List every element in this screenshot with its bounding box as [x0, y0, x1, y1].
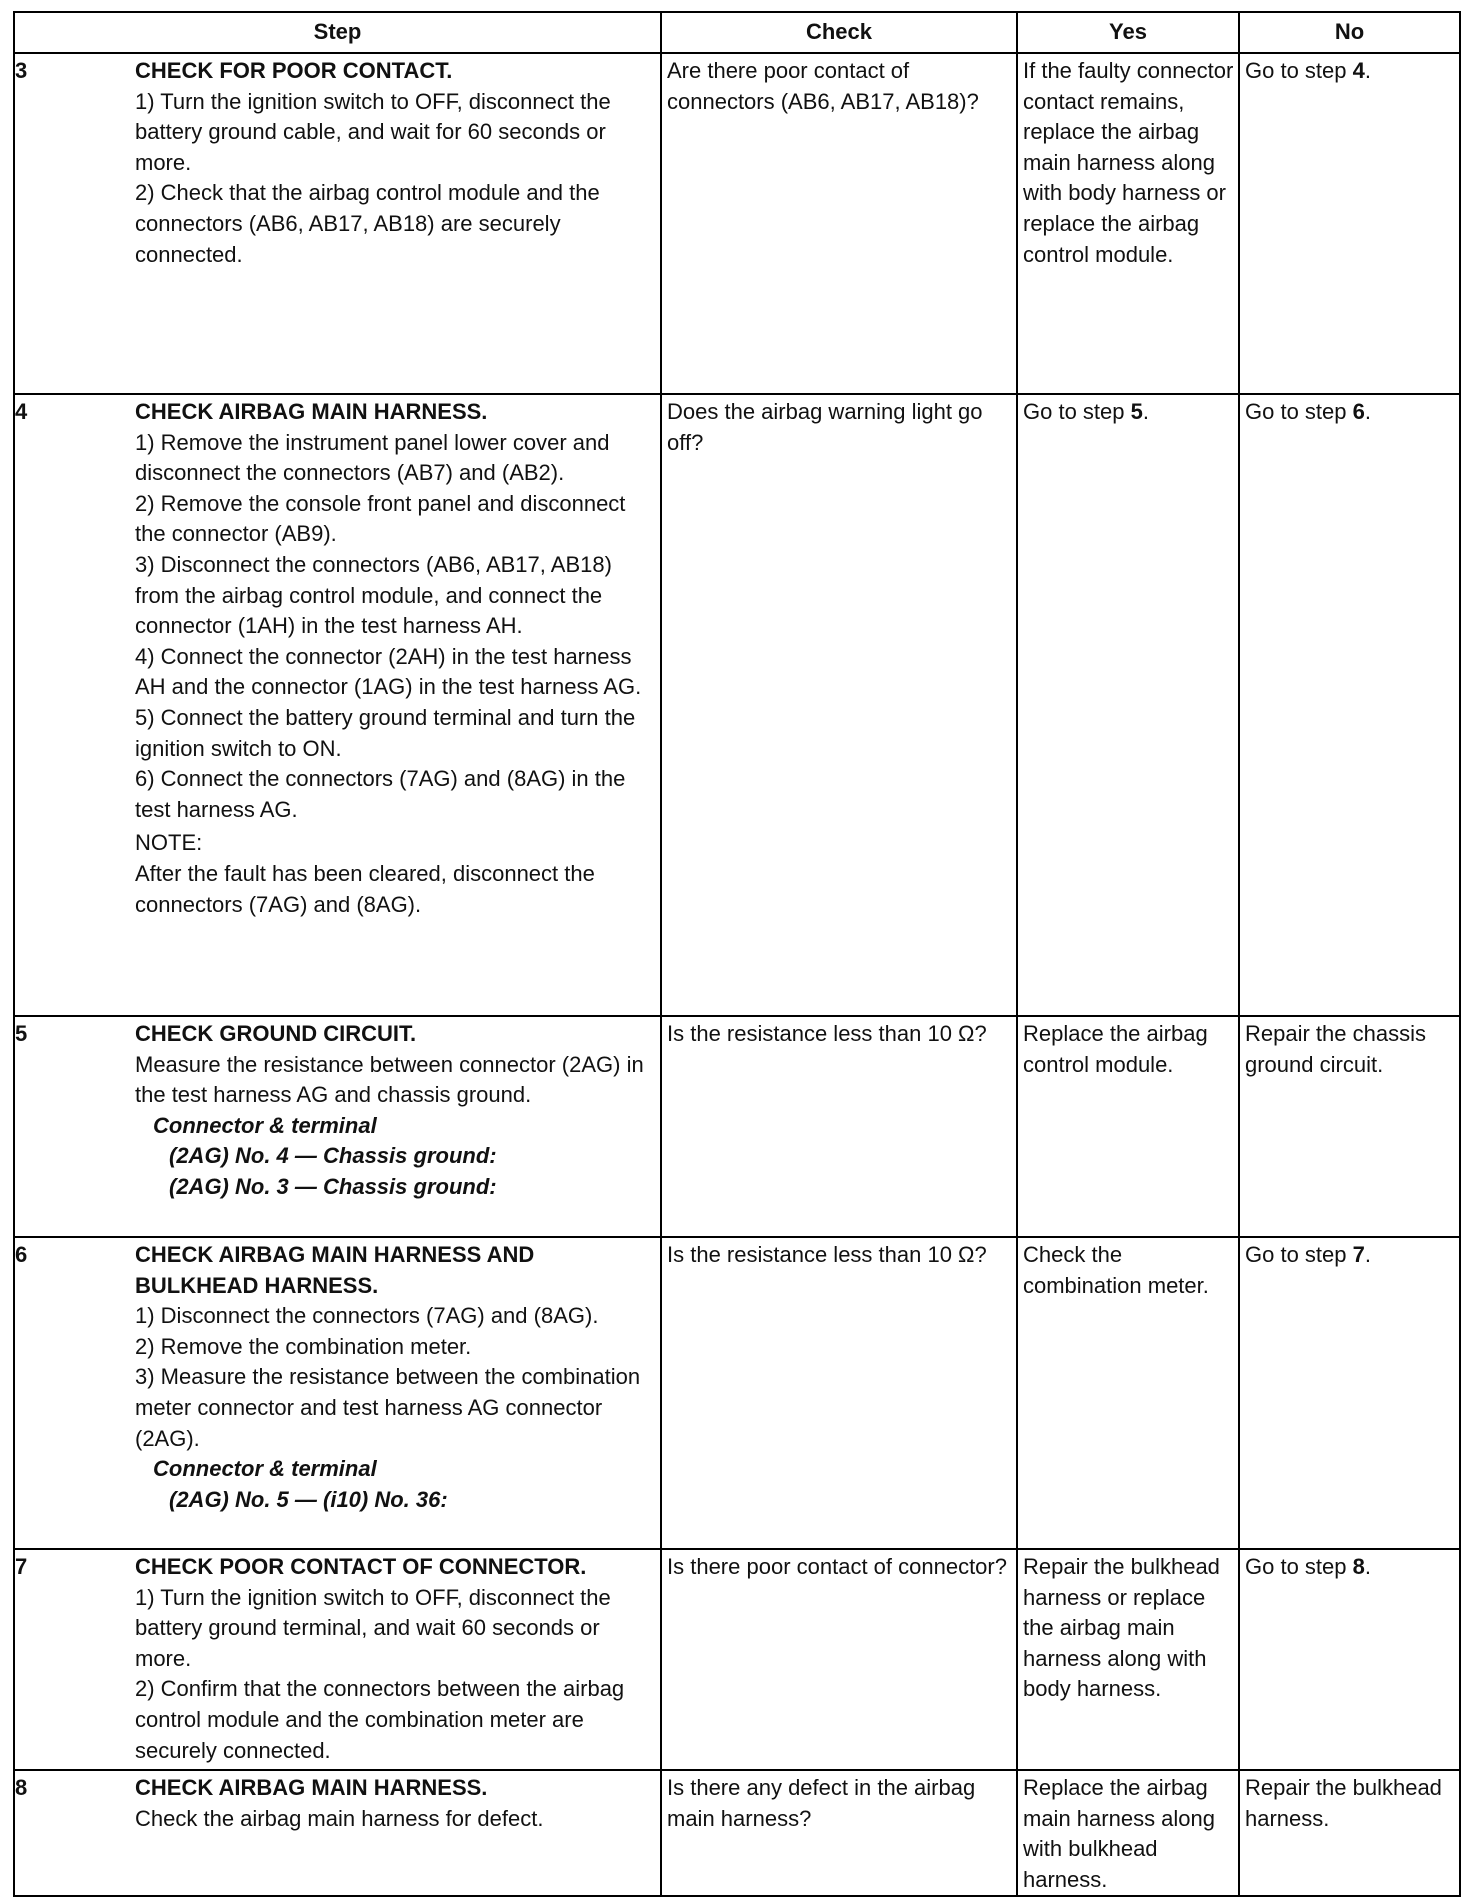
connector-terminal-label: Connector & terminal [153, 1112, 377, 1138]
step-title: CHECK FOR POOR CONTACT. [135, 58, 453, 83]
table-row [14, 1237, 1460, 1549]
no-suffix: . [1364, 58, 1371, 83]
header-no: No [1239, 12, 1460, 53]
no-cell [1239, 394, 1460, 1016]
step-instruction: 3) Measure the resistance between the combination meter connector and test harness AG connector (2AG). [135, 1364, 641, 1451]
step-instruction: 2) Remove the combination meter. [135, 1333, 472, 1359]
yes-cell: If the faulty connector contact remains, replace the airbag main harness along with body harness or replace the airbag control module. [1017, 53, 1239, 394]
table-row [14, 1016, 1460, 1237]
step-title: CHECK AIRBAG MAIN HARNESS AND BULKHEAD HARNESS. [135, 1242, 535, 1298]
step-number: 7 [15, 1554, 28, 1579]
table-row [14, 1770, 1460, 1896]
step-number: 6 [15, 1242, 28, 1267]
step-instruction: Check the airbag main harness for defect. [135, 1805, 544, 1831]
step-cell [14, 1016, 661, 1237]
step-instruction: 1) Turn the ignition switch to OFF, disconnect the battery ground cable, and wait for 60 seconds or more. [135, 88, 611, 175]
header-step: Step [14, 12, 661, 53]
no-cell [1239, 1549, 1460, 1770]
step-reference: 6 [1352, 399, 1365, 424]
connector-terminal-value: (2AG) No. 5 — (i10) No. 36: [169, 1486, 448, 1512]
step-reference: 4 [1352, 58, 1365, 83]
step-reference: 7 [1352, 1242, 1365, 1267]
yes-cell: Check the combination meter. [1017, 1237, 1239, 1549]
connector-terminal-value: (2AG) No. 4 — Chassis ground: [169, 1143, 497, 1169]
no-cell: Repair the chassis ground circuit. [1239, 1016, 1460, 1237]
yes-cell: Replace the airbag main harness along with bulkhead harness. [1017, 1770, 1239, 1896]
step-cell [14, 1237, 661, 1549]
check-cell: Does the airbag warning light go off? [661, 394, 1017, 1016]
yes-text: Go to step [1023, 399, 1131, 424]
header-yes: Yes [1017, 12, 1239, 53]
step-instruction: 2) Check that the airbag control module and the connectors (AB6, AB17, AB18) are securely connected. [135, 180, 600, 267]
check-cell: Is the resistance less than 10 Ω? [661, 1237, 1017, 1549]
diagnostic-table [13, 11, 1461, 1897]
no-cell [1239, 1237, 1460, 1549]
step-number: 4 [15, 399, 28, 424]
step-cell [14, 1549, 661, 1770]
step-instruction: 5) Connect the battery ground terminal and turn the ignition switch to ON. [135, 704, 636, 761]
no-suffix: . [1364, 399, 1371, 424]
no-text: Go to step [1245, 1242, 1353, 1267]
table-row [14, 1549, 1460, 1770]
yes-cell: Repair the bulkhead harness or replace the airbag main harness along with body harness. [1017, 1549, 1239, 1770]
check-cell: Are there poor contact of connectors (AB6, AB17, AB18)? [661, 53, 1017, 394]
note-label: NOTE: [135, 830, 203, 856]
step-title: CHECK GROUND CIRCUIT. [135, 1021, 417, 1046]
check-cell: Is the resistance less than 10 Ω? [661, 1016, 1017, 1237]
step-instruction: 1) Disconnect the connectors (7AG) and (8AG). [135, 1303, 599, 1329]
no-cell [1239, 53, 1460, 394]
step-instruction: 2) Confirm that the connectors between the airbag control module and the combination meter are securely connected. [135, 1676, 625, 1763]
step-instruction: 4) Connect the connector (2AH) in the test harness AH and the connector (1AG) in the test harness AG. [135, 643, 642, 700]
no-cell: Repair the bulkhead harness. [1239, 1770, 1460, 1896]
yes-suffix: . [1142, 399, 1149, 424]
connector-terminal-value: (2AG) No. 3 — Chassis ground: [169, 1173, 497, 1199]
header-check: Check [661, 12, 1017, 53]
step-instruction: 1) Turn the ignition switch to OFF, disconnect the battery ground terminal, and wait 60 seconds or more. [135, 1584, 611, 1671]
step-instruction: 1) Remove the instrument panel lower cover and disconnect the connectors (AB7) and (AB2). [135, 429, 610, 486]
step-number: 8 [15, 1775, 28, 1800]
step-reference: 8 [1352, 1554, 1365, 1579]
step-cell [14, 53, 661, 394]
step-number: 3 [15, 58, 28, 83]
yes-cell: Replace the airbag control module. [1017, 1016, 1239, 1237]
no-text: Go to step [1245, 399, 1353, 424]
step-title: CHECK POOR CONTACT OF CONNECTOR. [135, 1554, 587, 1579]
check-cell: Is there any defect in the airbag main harness? [661, 1770, 1017, 1896]
step-instruction: 2) Remove the console front panel and disconnect the connector (AB9). [135, 490, 626, 547]
no-text: Go to step [1245, 58, 1353, 83]
step-cell [14, 394, 661, 1016]
step-reference: 5 [1130, 399, 1143, 424]
step-title: CHECK AIRBAG MAIN HARNESS. [135, 399, 488, 424]
check-cell: Is there poor contact of connector? [661, 1549, 1017, 1770]
no-suffix: . [1364, 1242, 1371, 1267]
step-number: 5 [15, 1021, 28, 1046]
connector-terminal-label: Connector & terminal [153, 1456, 377, 1482]
yes-cell [1017, 394, 1239, 1016]
table-row [14, 394, 1460, 1016]
note-text: After the fault has been cleared, disconnect the connectors (7AG) and (8AG). [135, 860, 595, 917]
step-instruction: 6) Connect the connectors (7AG) and (8AG) in the test harness AG. [135, 766, 626, 822]
table-row [14, 53, 1460, 394]
no-suffix: . [1364, 1554, 1371, 1579]
header-row [14, 12, 1460, 53]
step-instruction: Measure the resistance between connector (2AG) in the test harness AG and chassis ground. [135, 1051, 644, 1108]
no-text: Go to step [1245, 1554, 1353, 1579]
step-title: CHECK AIRBAG MAIN HARNESS. [135, 1775, 488, 1800]
step-cell [14, 1770, 661, 1896]
step-instruction: 3) Disconnect the connectors (AB6, AB17, AB18) from the airbag control module, and connect the connector (1AH) in the test harness AH. [135, 551, 612, 639]
